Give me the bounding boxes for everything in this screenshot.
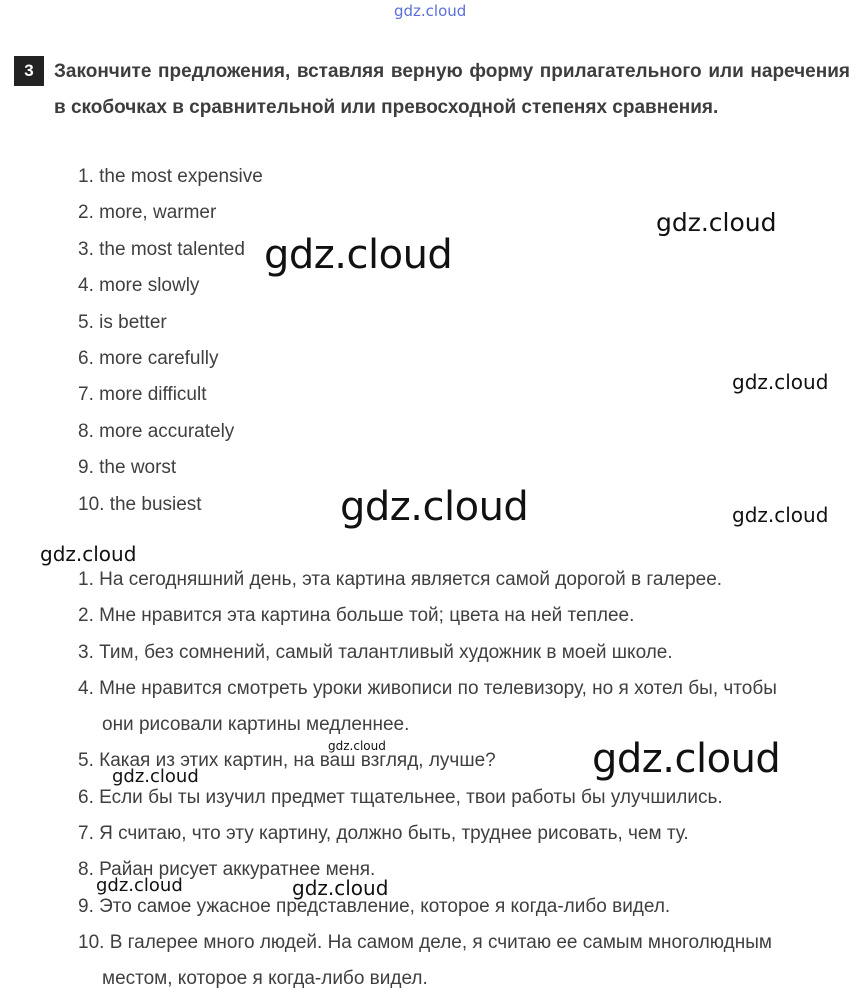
translation-item (78, 598, 853, 634)
translation-text: 8. Райан рисует аккуратнее меня. (78, 859, 376, 881)
translation-item (78, 816, 853, 852)
header-watermark: gdz.cloud (394, 2, 467, 20)
translation-text: 1. На сегодняшний день, эта картина является самой дорогой в галерее. (78, 569, 723, 590)
translation-continuation: они рисовали картины медленнее. (102, 714, 410, 736)
translation-item (78, 562, 853, 598)
answer-item: 7. more difficult (78, 384, 207, 406)
translation-text: 2. Мне нравится эта картина больше той; цвета на ней теплее. (78, 605, 635, 627)
translation-text: 3. Тим, без сомнений, самый талантливый художник в моей школе. (78, 641, 673, 663)
translation-text: 6. Если бы ты изучил предмет тщательнее, твои работы бы улучшились. (78, 786, 723, 808)
translation-text: 5. Какая из этих картин, на ваш взгляд, лучше? (78, 750, 496, 772)
watermark: gdz.cloud (40, 542, 137, 566)
translation-item (78, 925, 853, 998)
answer-item: 5. is better (78, 311, 167, 333)
answer-item: 2. more, warmer (78, 202, 217, 224)
answer-item: 9. the worst (78, 457, 177, 479)
watermark: gdz.cloud (592, 736, 781, 782)
answer-item: 1. the most expensive (78, 166, 263, 187)
answers-list (78, 162, 263, 526)
task-number-badge: 3 (14, 56, 44, 86)
watermark: gdz.cloud (328, 739, 386, 753)
translation-item (78, 852, 853, 888)
answer-item: 8. more accurately (78, 420, 235, 442)
answer-item: 4. more slowly (78, 275, 200, 297)
translation-item (78, 889, 853, 925)
translation-text: 4. Мне нравится смотреть уроки живописи по телевизору, но я хотел бы, чтобы (78, 677, 777, 699)
answer-item: 6. more carefully (78, 347, 219, 369)
watermark: gdz.cloud (264, 232, 453, 278)
watermark: gdz.cloud (656, 208, 777, 237)
translation-item (78, 671, 853, 744)
translation-continuation: местом, которое я когда-либо видел. (102, 968, 428, 990)
translation-text: 9. Это самое ужасное представление, которое я когда-либо видел. (78, 895, 671, 917)
answer-item: 10. the busiest (78, 493, 202, 515)
watermark: gdz.cloud (732, 370, 829, 394)
answer-item: 3. the most talented (78, 238, 245, 260)
watermark: gdz.cloud (340, 484, 529, 530)
translation-text: 10. В галерее много людей. На самом деле, я считаю ее самым многолюдным (78, 931, 772, 953)
task-instruction: Закончите предложения, вставляя верную форму прилагательного или наречения в скобочках в сравнительной или превосходной степенях сравнения. (54, 61, 850, 118)
translation-item (78, 635, 853, 671)
watermark: gdz.cloud (292, 876, 389, 900)
translation-text: 7. Я считаю, что эту картину, должно быть, труднее рисовать, чем ту. (78, 823, 689, 845)
watermark: gdz.cloud (96, 875, 183, 896)
watermark: gdz.cloud (112, 766, 199, 787)
watermark: gdz.cloud (732, 503, 829, 527)
